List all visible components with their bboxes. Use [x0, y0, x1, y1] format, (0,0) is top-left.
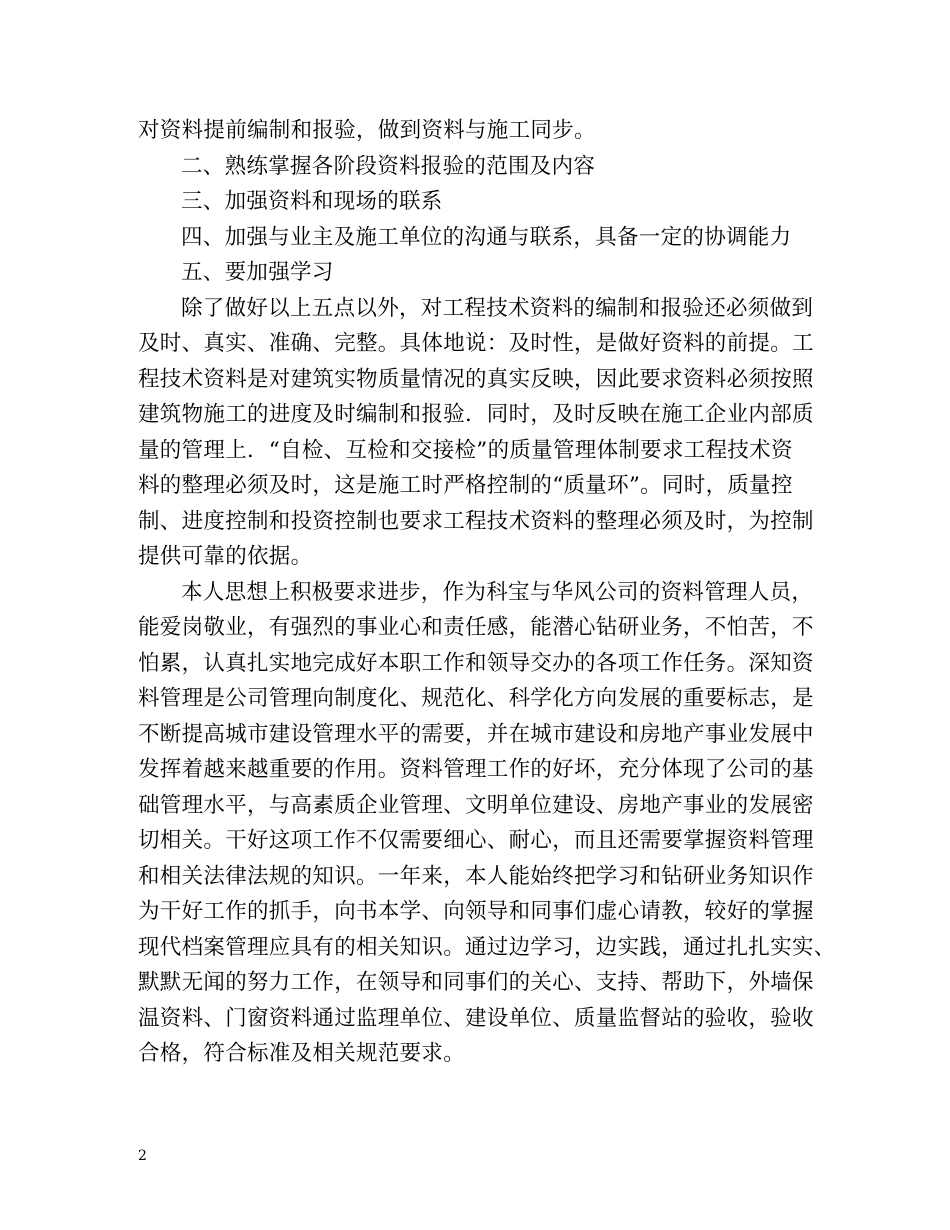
text-line: 及时、真实、准确、完整。具体地说：及时性，是做好资料的前提。工 — [138, 331, 814, 356]
paragraph-start: 本人思想上积极要求进步，作为科宝与华风公司的资料管理人员， — [181, 579, 814, 605]
section-heading-3: 三、加强资料和现场的联系 — [181, 189, 443, 214]
text-line: 础管理水平，与高素质企业管理、文明单位建设、房地产事业的发展密 — [138, 792, 814, 818]
text-line: 料的整理必须及时，这是施工时严格控制的“质量环”。同时，质量控 — [138, 473, 793, 498]
section-heading-2: 二、熟练掌握各阶段资料报验的范围及内容 — [181, 153, 596, 179]
paragraph-start: 除了做好以上五点以外，对工程技术资料的编制和报验还必须做到 — [181, 295, 814, 321]
text-line: 默默无闻的努力工作，在领导和同事们的关心、支持、帮助下，外墙保 — [138, 970, 814, 995]
section-heading-4: 四、加强与业主及施工单位的沟通与联系，具备一定的协调能力 — [181, 224, 792, 250]
text-line: 为干好工作的抓手，向书本学、向领导和同事们虚心请教，较好的掌握 — [138, 899, 814, 924]
text-line: 能爱岗敬业，有强烈的事业心和责任感，能潜心钻研业务，不怕苦，不 — [138, 615, 814, 640]
body-text — [138, 113, 838, 1072]
text-line: 现代档案管理应具有的相关知识。通过边学习，边实践，通过扎扎实实、 — [138, 934, 836, 960]
text-line: 温资料、门窗资料通过监理单位、建设单位、质量监督站的验收，验收 — [138, 1005, 814, 1031]
page-number: 2 — [138, 1148, 147, 1164]
text-line: 对资料提前编制和报验，做到资料与施工同步。 — [138, 118, 596, 143]
text-line: 建筑物施工的进度及时编制和报验．同时，及时反映在施工企业内部质 — [138, 402, 814, 427]
text-line: 制、进度控制和投资控制也要求工程技术资料的整理必须及时，为控制 — [138, 508, 814, 534]
text-line: 量的管理上．“自检、互检和交接检”的质量管理体制要求工程技术资 — [138, 437, 793, 463]
text-line: 程技术资料是对建筑实物质量情况的真实反映，因此要求资料必须按照 — [138, 366, 814, 392]
text-line: 料管理是公司管理向制度化、规范化、科学化方向发展的重要标志，是 — [138, 686, 814, 711]
text-line: 和相关法律法规的知识。一年来，本人能始终把学习和钻研业务知识作 — [138, 863, 814, 889]
section-heading-5: 五、要加强学习 — [181, 260, 334, 285]
text-line: 怕累，认真扎实地完成好本职工作和领导交办的各项工作任务。深知资 — [138, 650, 814, 676]
text-line: 不断提高城市建设管理水平的需要，并在城市建设和房地产事业发展中 — [138, 721, 814, 747]
text-line: 合格，符合标准及相关规范要求。 — [138, 1041, 466, 1066]
text-line: 提供可靠的依据。 — [138, 544, 313, 569]
text-line: 发挥着越来越重要的作用。资料管理工作的好坏，充分体现了公司的基 — [138, 757, 814, 782]
text-line: 切相关。干好这项工作不仅需要细心、耐心，而且还需要掌握资料管理 — [138, 828, 814, 853]
